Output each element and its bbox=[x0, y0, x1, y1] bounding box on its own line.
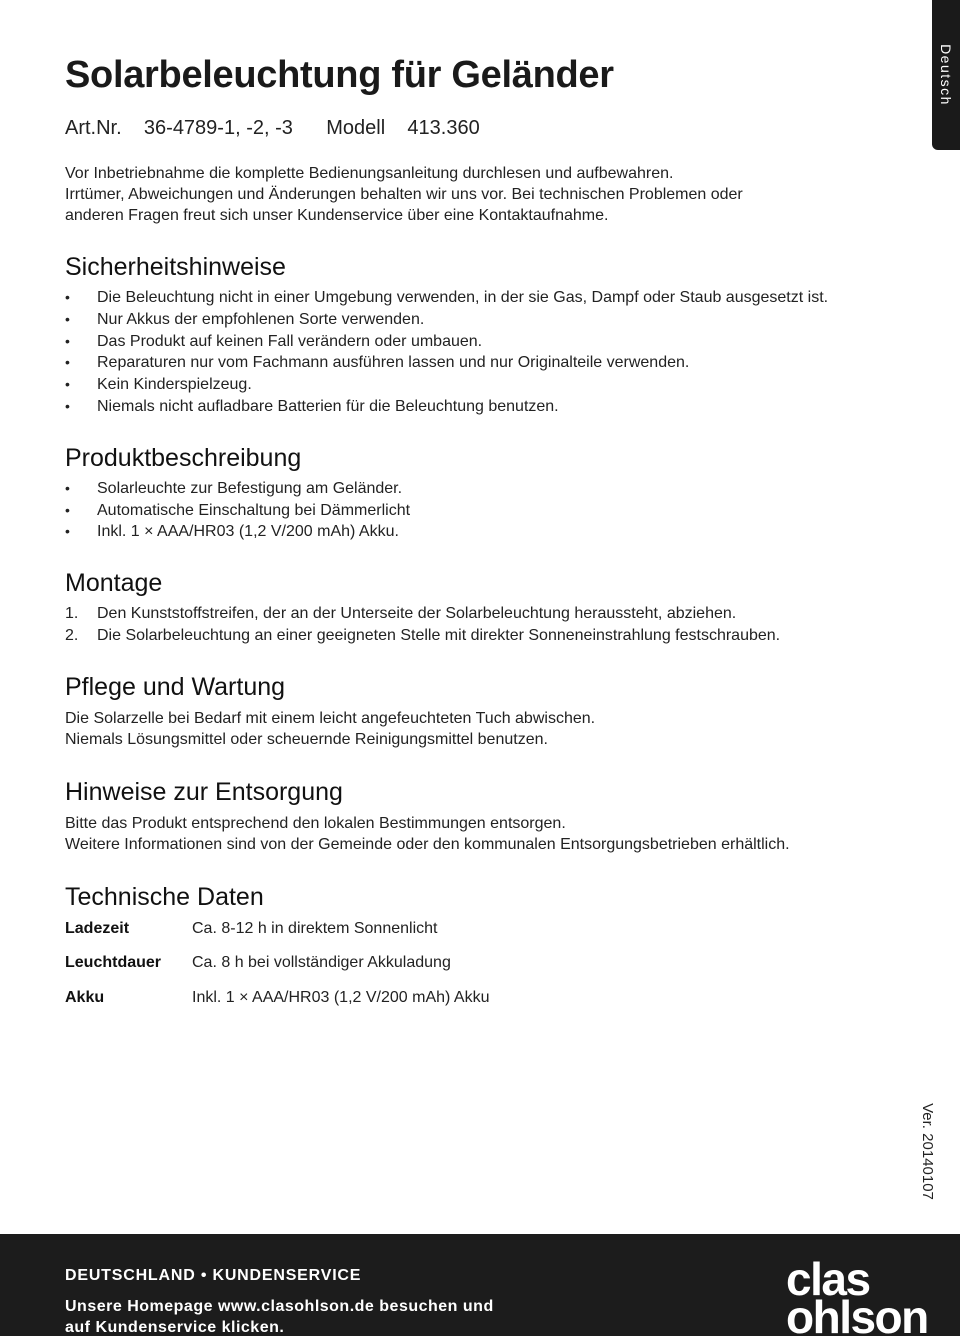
tech-row bbox=[65, 987, 925, 1008]
footer-heading: DEUTSCHLAND • KUNDENSERVICE bbox=[65, 1267, 362, 1284]
logo-line: ohlson bbox=[786, 1291, 928, 1343]
list-item: • Niemals nicht aufladbare Batterien für die Beleuchtung benutzen. bbox=[65, 396, 925, 418]
safety-list bbox=[65, 287, 925, 418]
care-line: Niemals Lösungsmittel oder scheuernde Reinigungsmittel benutzen. bbox=[65, 730, 548, 748]
logo-line: clas bbox=[786, 1253, 870, 1305]
list-item: • Die Beleuchtung nicht in einer Umgebung verwenden, in der sie Gas, Dampf oder Staub ausgesetzt ist. bbox=[65, 287, 925, 309]
footer-line: Unsere Homepage www.clasohlson.de besuchen und bbox=[65, 1298, 494, 1315]
intro-line: Vor Inbetriebnahme die komplette Bedienungsanleitung durchlesen und aufbewahren. bbox=[65, 165, 674, 182]
list-item: • Reparaturen nur vom Fachmann ausführen lassen und nur Originalteile verwenden. bbox=[65, 352, 925, 374]
product-heading: Produktbeschreibung bbox=[65, 443, 302, 472]
list-item: • Kein Kinderspielzeug. bbox=[65, 374, 925, 396]
list-item: • Nur Akkus der empfohlenen Sorte verwenden. bbox=[65, 309, 925, 331]
tech-row bbox=[65, 918, 925, 939]
disposal-heading: Hinweise zur Entsorgung bbox=[65, 777, 343, 806]
language-tab-label: Deutsch bbox=[938, 44, 955, 106]
art-label: Art.Nr. bbox=[65, 117, 122, 139]
content bbox=[65, 163, 925, 1008]
tech-value: Ca. 8-12 h in direktem Sonnenlicht bbox=[192, 919, 438, 937]
brand-logo bbox=[786, 1253, 928, 1343]
assembly-list bbox=[65, 603, 925, 647]
list-item: • Inkl. 1 × AAA/HR03 (1,2 V/200 mAh) Akku. bbox=[65, 521, 925, 543]
version-label-wrap bbox=[907, 1093, 947, 1203]
tech-table bbox=[65, 918, 925, 1008]
article-info bbox=[65, 117, 480, 140]
model-number: 413.360 bbox=[407, 117, 480, 139]
intro-line: anderen Fragen freut sich unser Kundenservice über eine Kontaktaufnahme. bbox=[65, 207, 609, 224]
list-item: • Solarleuchte zur Befestigung am Geländer. bbox=[65, 478, 925, 500]
tech-label: Ladezeit bbox=[65, 919, 130, 937]
assembly-section bbox=[65, 568, 925, 647]
list-item: • Das Produkt auf keinen Fall verändern oder umbauen. bbox=[65, 331, 925, 353]
product-list bbox=[65, 478, 925, 543]
model-label: Modell bbox=[326, 117, 386, 139]
assembly-heading: Montage bbox=[65, 569, 163, 598]
step-number: 1. bbox=[65, 605, 79, 623]
tech-label: Akku bbox=[65, 988, 105, 1006]
care-heading: Pflege und Wartung bbox=[65, 672, 286, 701]
footer bbox=[0, 1234, 960, 1343]
safety-section bbox=[65, 252, 925, 418]
tech-row bbox=[65, 952, 925, 973]
tech-heading: Technische Daten bbox=[65, 882, 264, 911]
disposal-section bbox=[65, 777, 925, 855]
tech-label: Leuchtdauer bbox=[65, 953, 162, 971]
care-line: Die Solarzelle bei Bedarf mit einem leicht angefeuchteten Tuch abwischen. bbox=[65, 709, 596, 727]
language-tab bbox=[932, 0, 960, 150]
art-number: 36-4789-1, -2, -3 bbox=[143, 117, 293, 139]
page-title: Solarbeleuchtung für Geländer bbox=[65, 54, 614, 96]
footer-line: auf Kundenservice klicken. bbox=[65, 1319, 285, 1336]
disposal-line: Bitte das Produkt entsprechend den lokalen Bestimmungen entsorgen. bbox=[65, 814, 566, 832]
step-number: 2. bbox=[65, 626, 79, 644]
product-section bbox=[65, 443, 925, 543]
tech-section bbox=[65, 882, 925, 1008]
intro-section bbox=[65, 163, 925, 226]
tech-value: Ca. 8 h bei vollständiger Akkuladung bbox=[192, 953, 451, 971]
disposal-line: Weitere Informationen sind von der Gemeinde oder den kommunalen Entsorgungsbetrieben erhältlich. bbox=[65, 835, 790, 853]
step-text: Die Solarbeleuchtung an einer geeigneten Stelle mit direkter Sonneneinstrahlung festschrauben. bbox=[97, 626, 781, 644]
intro-line: Irrtümer, Abweichungen und Änderungen behalten wir uns vor. Bei technischen Problemen oder bbox=[65, 186, 743, 203]
step-item bbox=[65, 625, 925, 647]
step-item bbox=[65, 603, 925, 625]
footer-text bbox=[65, 1296, 585, 1338]
step-text: Den Kunststoffstreifen, der an der Unterseite der Solarbeleuchtung heraussteht, abziehen. bbox=[97, 605, 737, 623]
version-label: Ver. 20140107 bbox=[918, 1103, 936, 1200]
list-item: • Automatische Einschaltung bei Dämmerlicht bbox=[65, 500, 925, 522]
care-section bbox=[65, 672, 925, 750]
tech-value: Inkl. 1 × AAA/HR03 (1,2 V/200 mAh) Akku bbox=[192, 988, 490, 1006]
safety-heading: Sicherheitshinweise bbox=[65, 253, 286, 281]
